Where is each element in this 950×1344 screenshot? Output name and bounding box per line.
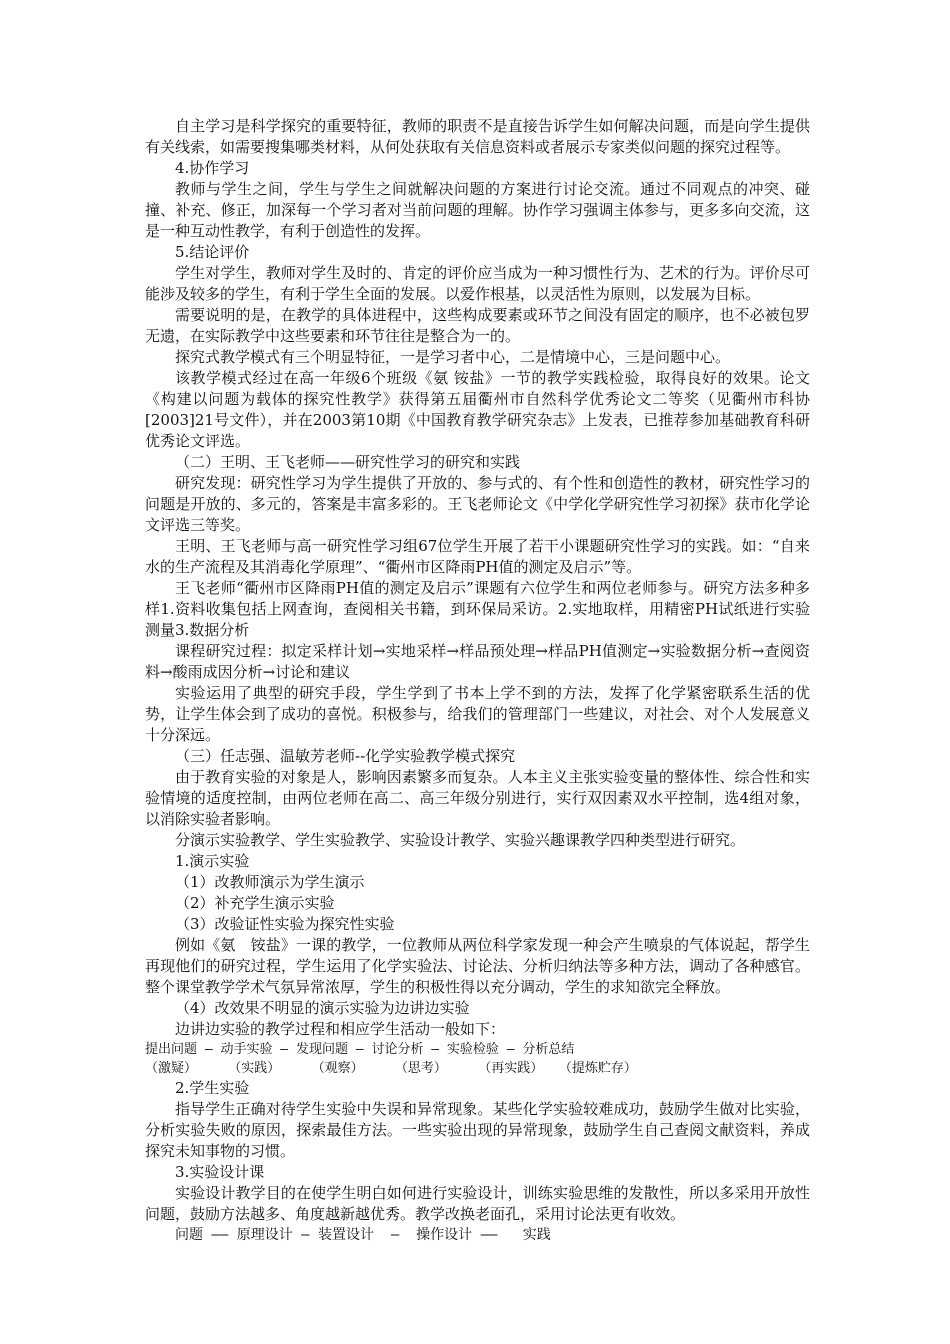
paragraph-note: 需要说明的是，在教学的具体进程中，这些构成要素或环节之间没有固定的顺序，也不必被包罗无遗，在实际教学中这些要素和环节往往是整合为一的。 [145, 306, 810, 345]
paragraph-self-learning: 自主学习是科学探究的重要特征，教师的职责不是直接告诉学生如何解决问题，而是向学生提供有关线索，如需要搜集哪类材料，从何处获取有关信息资料或者展示专家类似问题的探究过程等。 [145, 117, 810, 156]
paragraph-experiment-benefit: 实验运用了典型的研究手段，学生学到了书本上学不到的方法，发挥了化学紧密联系生活的优势，让学生体会到了成功的喜悦。积极参与，给我们的管理部门一些建议，对社会、对个人发展意义十分深远。 [145, 684, 810, 744]
flow-steps: 提出问题 — 动手实验 — 发现问题 — 讨论分析 — 实验检验 — 分析总结 [145, 1042, 575, 1057]
paragraph-flow-intro: 边讲边实验的教学过程和相应学生活动一般如下： [175, 1020, 506, 1038]
paragraph-research-practice: 王明、王飞老师与高一研究性学习组67位学生开展了若干小课题研究性学习的实践。如：“自来水的生产流程及其消毒化学原理”、“衢州市区降雨PH值的测定及启示”等。 [145, 537, 810, 576]
paragraph-research-finding: 研究发现：研究性学习为学生提供了开放的、参与式的、有个性和创造性的教材，研究性学习的问题是开放的、多元的，答案是丰富多彩的。王飞老师论文《中学化学研究性学习初探》获市化学论文评选三等奖。 [145, 474, 810, 534]
heading-experiment-teaching: （三）任志强、温敏芳老师--化学实验教学模式探究 [175, 747, 516, 765]
paragraph-education-experiment: 由于教育实验的对象是人，影响因素繁多而复杂。人本主义主张实验变量的整体性、综合性和实验情境的适度控制，由两位老师在高二、高三年级分别进行，实行双因素双水平控制，选4组对象，以消除实验者影响。 [145, 768, 810, 828]
paragraph-cooperative-learning: 教师与学生之间，学生与学生之间就解决问题的方案进行讨论交流。通过不同观点的冲突、碰撞、补充、修正，加深每一个学习者对当前问题的理解。协作学习强调主体参与，更多多向交流，这是一种互动性教学，有利于创造性的发挥。 [145, 180, 810, 240]
list-item-3: （3）改验证性实验为探究性实验 [175, 915, 395, 933]
design-flow: 问题 —— 原理设计 — 装置设计 — 操作设计 —— 实践 [175, 1227, 551, 1243]
paragraph-example: 例如《氨 铵盐》一课的教学，一位教师从两位科学家发现一种会产生喷泉的气体说起，帮学生再现他们的研究过程，学生运用了化学实验法、讨论法、分析归纳法等多种方法，调动了各种感官。整个课堂教学学术气氛异常浓厚，学生的积极性得以充分调动，学生的求知欲完全释放。 [145, 936, 810, 996]
heading-cooperative-learning: 4.协作学习 [175, 159, 250, 177]
list-item-4: （4）改效果不明显的演示实验为边讲边实验 [175, 999, 470, 1017]
heading-demo-experiment: 1.演示实验 [175, 852, 250, 870]
paragraph-ph-project: 王飞老师“衢州市区降雨PH值的测定及启示”课题有六位学生和两位老师参与。研究方法多种多样1.资料收集包括上网查询，查阅相关书籍，到环保局采访。2.实地取样，用精密PH试纸进行实验测量3.数据分析 [145, 579, 810, 639]
heading-student-experiment: 2.学生实验 [175, 1079, 250, 1097]
heading-design-course: 3.实验设计课 [175, 1163, 265, 1181]
paragraph-course-process: 课程研究过程：拟定采样计划→实地采样→样品预处理→样品PH值测定→实验数据分析→查阅资料→酸雨成因分析→讨论和建议 [145, 642, 810, 681]
list-item-1: （1）改教师演示为学生演示 [175, 873, 365, 891]
paragraph-student-experiment: 指导学生正确对待学生实验中失误和异常现象。某些化学实验较难成功，鼓励学生做对比实验，分析实验失败的原因，探索最佳方法。一些实验出现的异常现象，鼓励学生自己查阅文献资料，养成探究未知事物的习惯。 [145, 1100, 810, 1160]
paragraph-evaluation: 学生对学生，教师对学生及时的、肯定的评价应当成为一种习惯性行为、艺术的行为。评价尽可能涉及较多的学生，有利于学生全面的发展。以爱作根基，以灵活性为原则，以发展为目标。 [145, 264, 810, 303]
paragraph-practice-result: 该教学模式经过在高一年级6个班级《氨 铵盐》一节的教学实践检验，取得良好的效果。论文《构建以问题为载体的探究性教学》获得第五届衢州市自然科学优秀论文二等奖（见衢州市科协[2003]21号文件），并在2003第10期《中国教育教学研究杂志》上发表，已推荐参加基础教育科研优秀论文评选。 [145, 369, 810, 450]
document-page [145, 116, 810, 1245]
heading-conclusion-evaluation: 5.结论评价 [175, 243, 250, 261]
paragraph-four-types: 分演示实验教学、学生实验教学、实验设计教学、实验兴趣课教学四种类型进行研究。 [175, 831, 746, 849]
list-item-2: （2）补充学生演示实验 [175, 894, 335, 912]
paragraph-three-features: 探究式教学模式有三个明显特征，一是学习者中心，二是情境中心，三是问题中心。 [175, 348, 731, 366]
flow-activities: （激疑） （实践） （观察） （思考） （再实践） （提炼贮存） [145, 1061, 637, 1076]
heading-research-learning: （二）王明、王飞老师——研究性学习的研究和实践 [175, 453, 521, 471]
paragraph-design-course: 实验设计教学目的在使学生明白如何进行实验设计，训练实验思维的发散性，所以多采用开放性问题，鼓励方法越多、角度越新越优秀。教学改换老面孔，采用讨论法更有收效。 [145, 1184, 810, 1223]
